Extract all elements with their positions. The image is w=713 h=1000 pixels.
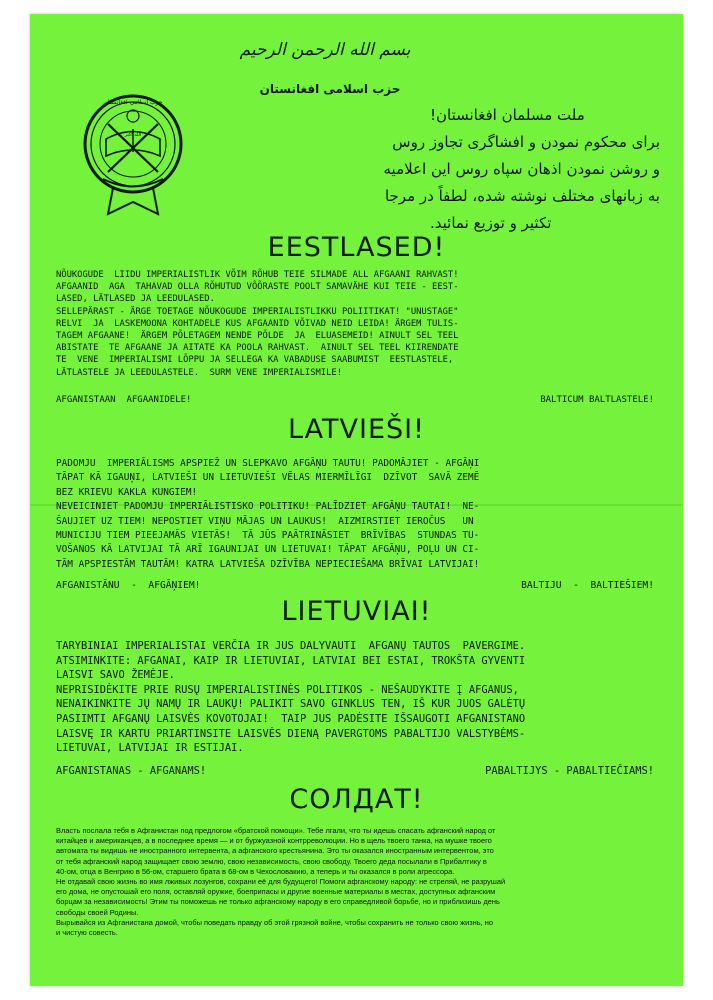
text-line: MUNICIJU TIEM PIEEJAMĀS VIETĀS! TĀ JŪS PAĀTRINĀSIET BRĪVĪBAS STUNDAS TU-: [56, 530, 480, 542]
text-line: автомата ты видишь не иностранного интервента, а афганского крестьянина. Это ты оказался иностранным интервентом, это: [56, 846, 494, 856]
text-line: LAISVĘ IR KARTU PRIARTINSITE LAISVĖS DIENĄ PAVERGTOMS PABALTIJO VALSTYBĖMS-: [56, 727, 526, 740]
text-line: SELLEPÄRAST - ÄRGE TOETAGE NÕUKOGUDE IMPERIALISTLIKKU POLIITIKAT! "UNUSTAGE": [56, 306, 459, 317]
text-line: и чистую совесть.: [56, 928, 118, 938]
text-line: 40-ом, отца в Венгрию в 56-ом, старшего брата в 68-ом в Чехословакию, а теперь и ты оказался в роли агрессора.: [56, 866, 455, 876]
hezb-islami-emblem: [78, 84, 188, 224]
estonian-heading: EESTLASED!: [267, 232, 446, 263]
persian-line: ملت مسلمان افغانستان!: [430, 106, 585, 124]
text-line: борцам за независимость! Этим ты поможешь не только афганскому народу в его справедливой борьбе, но и приблизишь день: [56, 897, 500, 907]
latvian-slogans: [56, 580, 654, 591]
text-line: AFGAANID AGA TAHAVAD OLLA RÕHUTUD VÕÕRASTE POOLT SAMAVÄHE KUI TEIE - EEST-: [56, 282, 459, 293]
text-line: PADOMJU IMPERIĀLISMS APSPIEŽ UN SLEPKAVO AFGĀŅU TAUTU! PADOMĀJIET - AFGĀŅI: [56, 458, 480, 469]
lithuanian-slogans: [56, 765, 654, 777]
text-line: его дома, не опустошай его поля, оставляй оружие, боеприпасы и другие военные материалы в местах, доступных афганским: [56, 887, 496, 897]
lithuanian-heading: LIETUVIAI!: [281, 596, 432, 627]
text-line: от тебя афганский народ защищает свою землю, свою независимость, свою свободу. Твоего деда посылали в Прибалтику в: [56, 856, 487, 866]
lithuanian-slogan-right: PABALTIJYS - PABALTIEČIAMS!: [485, 765, 654, 777]
text-line: TĀPAT KĀ IGAUŅI, LATVIEŠI UN LIETUVIEŠI VĒLAS MIERMĪLĪGI DZĪVOT SAVĀ ZEMĒ: [56, 472, 480, 484]
text-line: TE VENE IMPERIALISMI LÕPPU JA SELLEGA KA VABADUSE SAABUMIST EESTLASTELE,: [56, 355, 454, 366]
persian-line: برای محکوم نمودن و افشاگری تجاوز روس: [392, 133, 660, 151]
text-line: LASED, LÄTLASED JA LEEDULASED.: [56, 294, 215, 305]
text-line: китайцев и американцев, а в последнее время — и от буржуазной контрреволюции. Но в щель твоего танка, на мушке твоего: [56, 836, 492, 846]
estonian-slogan-left: AFGANISTAAN AFGAANIDELE!: [56, 395, 192, 405]
estonian-paragraph: [56, 269, 459, 379]
text-line: LAISVI SAVO ŽEMĖJE.: [56, 669, 175, 682]
text-line: NEVEICINIET PADOMJU IMPERIĀLISTISKO POLITIKU! PALĪDZIET AFGĀŅU TAUTAI! NE-: [56, 501, 480, 513]
persian-line: و روشن نمودن اذهان سپاه روس این اعلامیه: [383, 160, 660, 178]
emblem-motto: الله اکبر: [124, 132, 142, 138]
text-line: TARYBINIAI IMPERIALISTAI VERČIA IR JUS DALYVAUTI AFGANŲ TAUTOS PAVERGIME.: [56, 640, 526, 652]
emblem-text: حزب اسلامی افغانستان: [103, 99, 163, 106]
text-line: свободы своей Родины.: [56, 907, 139, 917]
text-line: LIETUVAI, LATVIJAI IR ESTIJAI.: [56, 742, 244, 755]
estonian-slogans: [56, 395, 654, 405]
text-line: VOŠANOS KĀ LATVIJAI TĀ ARĪ IGAUNIJAI UN LIETUVAI! TĀPAT AFGĀŅU, POĻU UN CI-: [56, 544, 480, 556]
latvian-heading: LATVIEŠI!: [288, 414, 425, 445]
lithuanian-paragraph: [56, 639, 525, 756]
estonian-slogan-right: BALTICUM BALTLASTELE!: [540, 395, 654, 405]
persian-appeal: [383, 102, 660, 242]
text-line: BEZ KRIEVU KAKLA KUNGIEM!: [56, 486, 198, 498]
text-line: ABISTATE TE AFGAANE JA AITATE KA POOLA RAHVAST. AINULT SEL TEEL KIIRENDATE: [56, 343, 459, 354]
text-line: TĀM APSPIESTĀM TAUTĀM! KATRA LATVIEŠA DZĪVĪBA NEPIECIEŠAMA BRĪVAI LATVIJAI!: [56, 558, 480, 570]
text-line: NENAIKINKITE JŲ NAMŲ IR LAUKŲ! PALIKIT SAVO GINKLUS TEN, IŠ KUR JUOS GALĖTŲ: [56, 698, 526, 711]
party-name: حزب اسلامی افغانستان: [259, 82, 401, 96]
text-line: TAGEM AFGAANE! ÄRGEM PÕLETAGEM NENDE PÕLDE JA ELUASEMEID! AINULT SEL TEEL: [56, 331, 459, 342]
text-line: NÕUKOGUDE LIIDU IMPERIALISTLIK VÕIM RÕHUB TEIE SILMADE ALL AFGAANI RAHVAST!: [56, 270, 459, 280]
latvian-slogan-left: AFGANISTĀNU - AFGĀŅIEM!: [56, 580, 201, 591]
text-line: LÄTLASTELE JA LEEDULASTELE. SURM VENE IMPERIALISMILE!: [56, 367, 342, 378]
text-line: ŠAUJIET UZ TIEM! NEPOSTIET VIŅU MĀJAS UN LAUKUS! AIZMIRSTIET IEROČUS UN: [56, 515, 474, 527]
leaflet-sheet: [30, 14, 683, 986]
text-line: NEPRISIDĖKITE PRIE RUSŲ IMPERIALISTINĖS POLITIKOS - NEŠAUDYKITE Į AFGANUS,: [56, 683, 519, 696]
latvian-slogan-right: BALTIJU - BALTIEŠIEM!: [521, 580, 654, 591]
text-line: Власть послала тебя в Афганистан под предлогом «братской помощи». Тебе лгали, что ты идешь спасать афганский народ от: [56, 826, 496, 835]
text-line: ATSIMINKITE: AFGANAI, KAIP IR LIETUVIAI, LATVIAI BEI ESTAI, TROKŠTA GYVENTI: [56, 654, 526, 667]
russian-heading: СОЛДАТ!: [289, 784, 424, 815]
persian-line: به زبانهای مختلف نوشته شده، لطفاً در مرجا: [384, 187, 660, 205]
text-line: PASIIMTI AFGANŲ LAISVĖS KOVOTOJAI! TAIP JUS PADĖSITE IŠSAUGOTI AFGANISTANO: [56, 712, 526, 725]
basmala-calligraphy: بسم الله الرحمن الرحیم: [239, 40, 411, 60]
lithuanian-slogan-left: AFGANISTANAS - AFGANAMS!: [56, 765, 207, 777]
russian-paragraph: [56, 826, 666, 938]
text-line: RELVI JA LASKEMOONA KOHTADELE KUS AFGAANID VÕIVAD NEID LEIDA! ÄRGEM TULIS-: [56, 318, 459, 329]
text-line: Вырывайся из Афганистана домой, чтобы поведать правду об этой грязной войне, чтобы сохранить не только свою жизнь, но: [56, 917, 494, 927]
persian-line: تکثیر و توزیع نمائید.: [430, 214, 552, 232]
latvian-paragraph: [56, 457, 479, 572]
text-line: Не отдавай свою жизнь во имя лживых лозунгов, сохрани её для будущего! Помоги афганскому народу: не стреляй, не разрушай: [56, 877, 506, 887]
